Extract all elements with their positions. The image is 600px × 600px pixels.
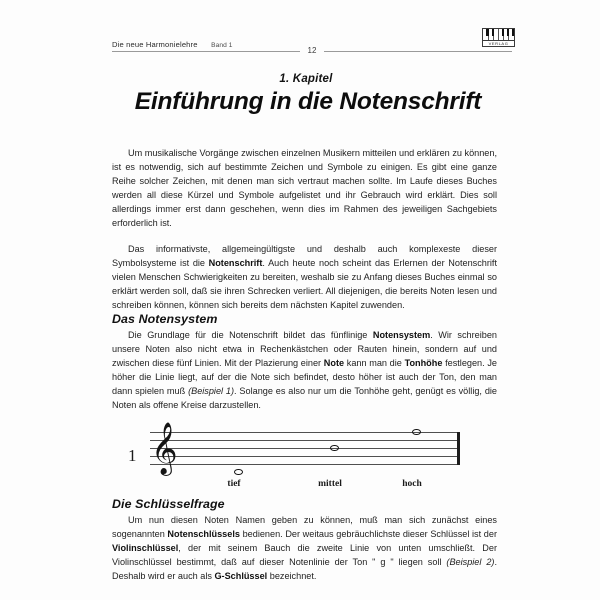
paragraph-schluesselfrage	[112, 513, 497, 583]
chapter-title: Einführung in die Notenschrift	[134, 88, 482, 115]
note-tief	[234, 469, 243, 476]
reference-beispiel-2: (Beispiel 2)	[446, 557, 495, 568]
para-text: Um nun diesen Noten Namen geben zu können, muß man sich zunächst eines sogenannten	[112, 515, 497, 540]
para-text: . Solange es also nur um die Tonhöhe geht, genügt es völlig, die Noten als offene Kreise darzustellen.	[112, 386, 497, 411]
note-label-mittel: mittel	[318, 479, 342, 489]
para-text: bezeichnet.	[267, 571, 317, 582]
paragraph-intro-1	[112, 146, 497, 231]
note-label-tief: tief	[227, 479, 241, 489]
music-staff	[150, 421, 460, 474]
para-text: . Auch heute noch scheint das Erlernen der Notenschrift vielen Menschen Schwierigkeiten zu bereiten, weshalb sie zu Anfang dieses Buches einmal so erklärt werden soll, daß sie ihren Schrecken verliert. All diejenigen, die bereits Noten lesen und schreiben können, können sich bereits dem nächsten Kapitel zuwenden.	[112, 257, 497, 310]
term-notensystem: Notensystem	[372, 330, 431, 340]
publisher-logo-piano-icon	[482, 28, 515, 47]
publisher-logo-text: VERLAG	[488, 41, 509, 46]
paragraph-notensystem	[112, 328, 497, 413]
term-notenschrift: Notenschrift	[208, 257, 263, 268]
treble-clef-icon: 𝄞	[151, 421, 178, 474]
final-barline	[457, 432, 460, 465]
para-text: Die Grundlage für die Notenschrift bildet das fünflinige	[128, 330, 373, 340]
chapter-label: 1. Kapitel	[279, 73, 333, 85]
para-text: kann man die	[344, 358, 405, 369]
header-book-title: Die neue Harmonielehre	[112, 40, 198, 49]
term-note: Note	[323, 358, 345, 369]
term-notenschluessels: Notenschlüssels	[167, 529, 240, 540]
intro-body	[112, 146, 497, 323]
para-text: , der mit seinem Bauch die zweite Linie von unten umschließt. Der Violinschlüssel bestimmt, daß auf dieser Notenlinie der Ton " g " liegen soll	[112, 543, 497, 568]
para-text: Das informativste, allgemeingültigste und deshalb auch komplexeste dieser Symbolsysteme ist die	[112, 243, 497, 268]
example-number: 1	[128, 446, 137, 465]
para-text: . Deshalb wird er auch als	[112, 557, 497, 582]
note-label-hoch: hoch	[402, 479, 422, 489]
header-volume: Band 1	[211, 42, 233, 49]
page-number: 12	[300, 45, 325, 57]
reference-beispiel-1: (Beispiel 1)	[188, 386, 235, 397]
section-heading-notensystem: Das Notensystem	[112, 312, 218, 326]
header-titles	[112, 34, 233, 52]
note-hoch	[412, 429, 421, 436]
header-rule	[112, 51, 512, 52]
term-tonhoehe: Tonhöhe	[404, 358, 443, 369]
para-text: festlegen. Je höher die Linie liegt, auf der die Note sich befindet, desto höher ist auch der Ton, den man dann spielen muß	[112, 358, 498, 397]
para-text: bedienen. Der weitaus gebräuchlichste dieser Schlüssel ist der	[239, 529, 497, 540]
section-notensystem	[112, 312, 497, 424]
term-g-schluessel: G-Schlüssel	[214, 571, 268, 582]
section-schluesselfrage	[112, 497, 497, 594]
music-example-1	[112, 421, 498, 494]
note-mittel	[330, 445, 339, 452]
section-heading-schluesselfrage: Die Schlüsselfrage	[112, 497, 225, 511]
para-text: Um musikalische Vorgänge zwischen einzelnen Musikern mitteilen und erklären zu können, ist es notwendig, sich auf bestimmte Zeichen und Symbole zu einigen. Es gibt eine ganze Reihe solcher Zeichen, mit denen man sich vertraut machen sollte. Im Laufe dieses Buches werden all diese Kürzel und Symbole aufgelistet und ihr Gebrauch wird erklärt. Dies soll allerdings immer erst dann geschehen, wenn dies im Rahmen des jeweiligen Sachgebiets erforderlich ist.	[112, 148, 497, 229]
para-text: . Wir schreiben unsere Noten also nicht etwa in Rechenkästchen oder Rauten hinein, sondern auf und zwischen diese fünf Linien. Mit der Plazierung einer	[112, 330, 497, 369]
running-header	[112, 34, 512, 60]
term-violinschluessel: Violinschlüssel	[112, 543, 179, 554]
piano-keys-icon	[483, 29, 514, 41]
paragraph-intro-2	[112, 242, 497, 312]
